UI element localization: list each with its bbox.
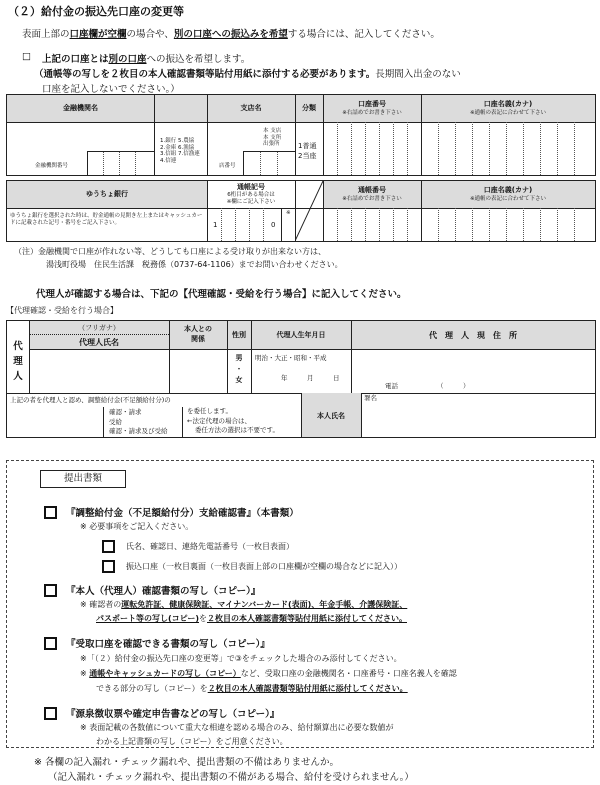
phone-label: 電話 [385, 382, 398, 390]
h-holder-sub: ※通帳の表記に合わせて下さい [469, 110, 547, 116]
item1-sub1: 氏名、確認日、連絡先電話番号（一枚目表面） [126, 542, 294, 551]
birth-label: 代理人生年月日 [276, 331, 326, 339]
bank-kinds: 1.銀行 5.農協 2.金庫 6.漁協 3.信組 7.信漁連 4.信連 [160, 138, 200, 164]
item1-note: ※ 必要事項をご記入ください。 [80, 522, 194, 531]
h-acct-sub: ※右詰めでお書き下さい [342, 110, 402, 116]
symbol-prefix-0: 0 [271, 221, 276, 229]
day-label: 日 [333, 374, 340, 382]
yucho-bank: ゆうちょ銀行 [86, 190, 128, 198]
agent-name-label: 代理人氏名 [79, 338, 119, 347]
year-label: 年 [281, 374, 288, 382]
h-yholder: 口座名義(カナ) [483, 186, 533, 194]
item4-line2: わかる上記書類の写し（コピー）をご用意ください。 [96, 737, 288, 746]
footer-line-2: （記入漏れ・チェック漏れや、提出書類の不備がある場合、給付を受けられません。） [48, 772, 414, 783]
item3-line3: できる部分の写し（コピー）を２枚目の本人確認書類等貼付用紙に添付してください。 [96, 684, 408, 693]
h-symbol-sub: 6桁目がある場合は ※欄にご記入下さい [226, 192, 276, 205]
phone-paren: （ ） [437, 382, 470, 390]
footer-line-1: ※ 各欄の記入漏れ・チェック漏れや、提出書類の不備はありませんか。 [34, 757, 340, 768]
h-bank: 金融機関名 [63, 104, 98, 112]
option-checkbox[interactable]: □ [22, 51, 31, 62]
h-acct: 口座番号 [358, 100, 386, 108]
furigana-label: （フリガナ） [78, 324, 120, 332]
item2-line1: ※ 確認者の運転免許証、健康保険証、マイナンバーカード(表面)、年金手帳、介護保険証、 [80, 600, 408, 609]
acct-types: 1普通 2当座 [298, 142, 317, 160]
h-branch: 支店名 [240, 104, 262, 112]
item4-title: 『源泉徴収票や確定申告書などの写し（コピー）』 [66, 709, 280, 720]
item2-line2: パスポート等の写し(コピー)を２枚目の本人確認書類等貼付用紙に添付してください。 [96, 614, 407, 623]
branch-code-label: 店番号 [219, 163, 236, 169]
h-number: 通帳番号 [358, 186, 386, 194]
option-line-2: （通帳等の写しを２枚目の本人確認書類等貼付用紙に添付する必要があります。長期間入出金のない [34, 69, 461, 80]
month-label: 月 [307, 374, 314, 382]
h-type: 分類 [302, 104, 316, 112]
caution-line-2: 湯浅町役場 住民生活課 税務係（0737-64-1106）までお問い合わせください。 [46, 260, 343, 269]
branch-kinds: 本 支店 本 支所 出張所 [263, 128, 282, 148]
yucho-note: ゆうちょ銀行を選択された時は、貯金通帳の見開き左上またはキャッシュカードに記載された記号・番号をご記入下さい。 [10, 213, 203, 226]
item3-title: 『受取口座を確認できる書類の写し（コピー）』 [66, 639, 270, 650]
h-yholder-sub: ※通帳の表記に合わせて下さい [469, 196, 547, 202]
relation-label: 本人との 関係 [184, 325, 212, 343]
delegate-text: 上記の者を代理人と認め、調整給付金(不足額給付分)の [10, 396, 171, 404]
item1-checkbox[interactable] [44, 506, 57, 519]
h-holder: 口座名義(カナ) [483, 100, 533, 108]
sex-options[interactable]: 男 ・ 女 [235, 354, 243, 384]
item2-checkbox[interactable] [44, 584, 57, 597]
sign-label: 署名 [364, 394, 377, 402]
symbol-prefix-1: 1 [213, 221, 218, 229]
option-line-3: 口座を記入しないでください。） [42, 84, 180, 95]
intro-text: 表面上部の口座欄が空欄の場合や、別の口座への振込みを希望する場合には、記入してください。 [22, 29, 440, 40]
agent-side-label: 代 理 人 [13, 341, 23, 382]
principal-label: 本人氏名 [317, 412, 345, 420]
item3-checkbox[interactable] [44, 637, 57, 650]
h-number-sub: ※右詰めでお書き下さい [342, 196, 402, 202]
item4-line1: ※ 表面記載の各数値について重大な相違を認める場合のみ、給付額算出に必要な数値が [80, 723, 394, 732]
yucho-table [6, 180, 596, 242]
address-label: 代 理 人 現 住 所 [429, 331, 517, 340]
item1-sub2: 振込口座（一枚目裏面（一枚目表面上部の口座欄が空欄の場合などに記入）） [126, 562, 402, 571]
option-line-1: 上記の口座とは別の口座への振込を希望します。 [42, 54, 251, 65]
item1-title: 『調整給付金（不足額給付分）支給確認書』（本書類） [66, 508, 299, 519]
agent-table [6, 320, 596, 438]
item2-title: 『本人（代理人）確認書類の写し（コピー）』 [66, 586, 261, 597]
delegate-option-list[interactable]: 確認・請求 受給 確認・請求及び受給 [109, 408, 168, 435]
caution-line-1: （注）金融機関で口座が作れない等、どうしても口座による受け取りが出来ない方は、 [14, 247, 326, 256]
section-title: （２）給付金の振込先口座の変更等 [8, 5, 184, 18]
symbol-mark: ※ [286, 210, 291, 216]
h-symbol: 通帳記号 [237, 183, 265, 191]
item3-line2: ※ 通帳やキャッシュカードの写し（コピー）など、受取口座の金融機関名・口座番号・口座名義人を確認 [80, 669, 457, 678]
entrust-text: を委任します。 ←法定代理の場合は、 委任方法の選択は不要です。 [187, 407, 279, 434]
agent-subheading: 【代理確認・受給を行う場合】 [6, 306, 118, 315]
item1-sub1-checkbox[interactable] [102, 540, 115, 553]
docs-title: 提出書類 [40, 470, 126, 488]
item3-line1: ※「（２）給付金の振込先口座の変更等」で③をチェックした場合のみ添付してください。 [80, 654, 402, 663]
agent-heading: 代理人が確認する場合は、下記の【代理確認・受給を行う場合】に記入してください。 [36, 289, 407, 300]
item4-checkbox[interactable] [44, 707, 57, 720]
bank-code-label: 金融機関番号 [35, 163, 69, 169]
diagonal-slash [295, 181, 323, 241]
item1-sub2-checkbox[interactable] [102, 560, 115, 573]
bank-table [6, 94, 596, 176]
era-options[interactable]: 明治・大正・昭和・平成 [255, 354, 327, 362]
sex-label: 性別 [232, 331, 246, 339]
